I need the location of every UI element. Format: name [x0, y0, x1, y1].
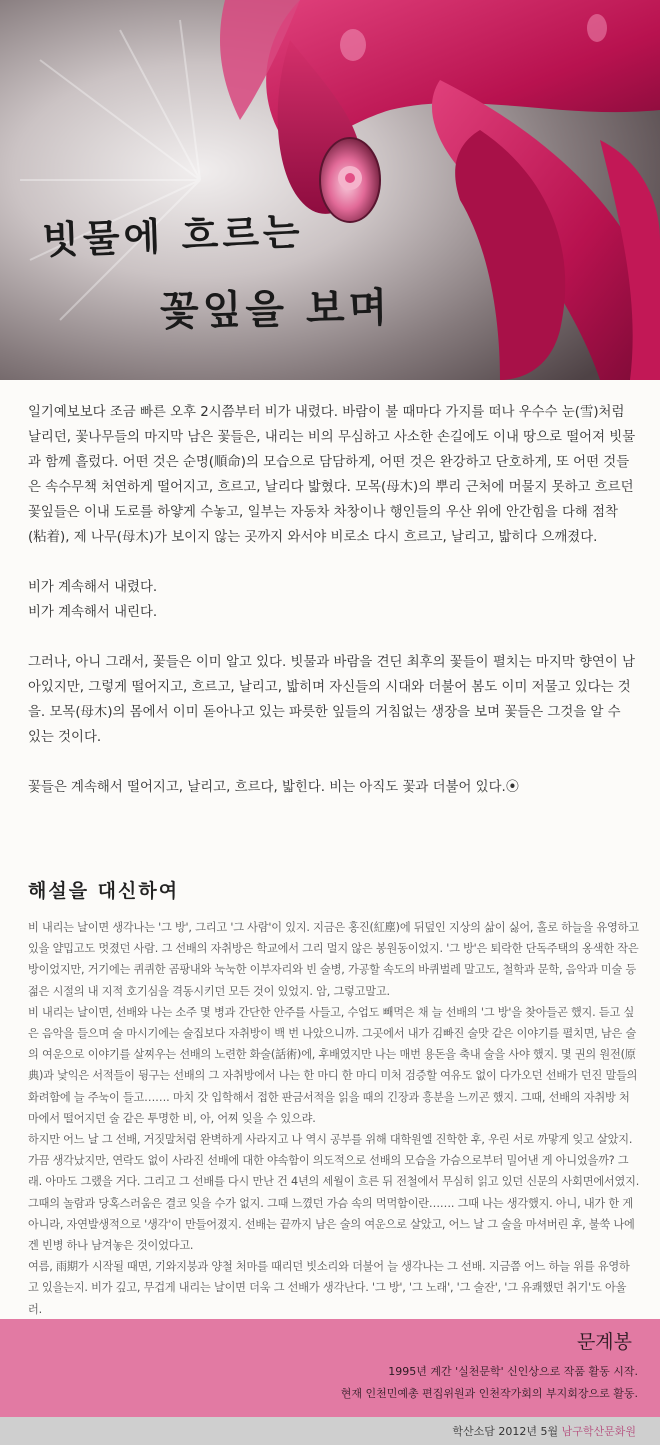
poem-paragraph-2: 비가 계속해서 내렸다. 비가 계속해서 내린다.: [28, 580, 158, 620]
author-name: 문계봉: [576, 1331, 632, 1353]
commentary-paragraph-4: 여름, 雨期가 시작될 때면, 기와지붕과 양철 처마를 때리던 빗소리와 더불어 늘 생각나는 그 선배. 지금쯤 어느 하늘 위를 유영하고 있을는지. 비가 깊고, 무겁게 내리는 날이면 더욱 그 선배가 생각난다. '그 방', '그 노래', '그 술잔', '그 유쾌했던 취기'도 아울러.: [28, 1260, 630, 1316]
commentary-paragraph-3: 하지만 어느 날 그 선배, 거짓말처럼 완벽하게 사라지고 나 역시 공부를 위해 대학원엘 진학한 후, 우린 서로 까맣게 잊고 살았지. 가끔 생각났지만, 연락도 없이 사라진 선배에 대한 야속함이 의도적으로 선배의 모습을 가슴으로부터 밀어낸 게 아니었을까? 그래. 아마도 그랬을 거다. 그리고 그 선배를 다시 만난 건 4년의 세월이 흐른 뒤 전철에서 무심히 읽고 있던 신문의 사회면에서였지. 그때의 놀람과 당혹스러움은 결코 잊을 수가 없지. 그때 느꼈던 가슴 속의 먹먹함이란……. 그때 나는 생각했지. 아니, 내가 한 게 아니라, 자연발생적으로 '생각'이 만들어졌지. 선배는 끝까지 남은 술의 여운으로 살았고, 어느 날 그 술을 마셔버린 후, 불쑥 나에겐 빈병 하나 남겨놓은 것이었다고.: [28, 1133, 640, 1253]
poem-body: [28, 400, 636, 825]
commentary-paragraph-2: 비 내리는 날이면, 선배와 나는 소주 몇 병과 간단한 안주를 사들고, 수업도 빼먹은 채 늘 선배의 '그 방'을 찾아들곤 했지. 듣고 싶은 음악을 들으며 술 마시기에는 술집보다 자취방이 백 번 나았으니까. 그곳에서 내가 김빠진 술맛 같은 이야기를 펼치면, 남은 술의 여운으로 이야기를 살찌우는 선배의 노련한 화술(話術)에, 후배였지만 나는 매번 용돈을 축내 술을 사야 했지. 몇 권의 원전(原典)과 낯익은 서적들이 뒹구는 선배의 그 자취방에서 나는 한 마디 한 마디 미처 검증할 여유도 없이 다가오던 선배가 던진 말들의 화려함에 늘 주눅이 들고……. 마치 갓 입학해서 접한 판금서적을 읽을 때의 긴장과 흥분을 느끼곤 했지. 그때, 선배의 자취방 처마에서 떨어지던 술 같은 투명한 비, 아, 어찌 잊을 수 있으랴.: [28, 1005, 638, 1125]
footer: [0, 1417, 660, 1445]
poem-paragraph-3: 그러나, 아니 그래서, 꽃들은 이미 알고 있다. 빗물과 바람을 견딘 최후의 꽃들이 펼치는 마지막 향연이 남아있지만, 그렇게 떨어지고, 흐르고, 날리고, 밟히며 자신들의 시대와 더불어 봄도 이미 저물고 있다는 것을. 모목(母木)의 몸에서 이미 돋아나고 있는 파릇한 잎들의 거침없는 생장을 보며 꽃들은 그것을 알 수 있는 것이다.: [28, 655, 635, 745]
hero-image: [0, 0, 660, 380]
commentary-paragraph-1: 비 내리는 날이면 생각나는 '그 방', 그리고 '그 사람'이 있지. 지금은 홍진(紅塵)에 뒤덮인 지상의 삶이 싫어, 홀로 하늘을 유영하고 있을 얄밉고도 멋졌던 사람. 그 선배의 자취방은 학교에서 그리 멀지 않은 봉원동이었지. '그 방'은 퇴락한 단독주택의 옹색한 작은 방이었지만, 거기에는 퀴퀴한 곰팡내와 눅눅한 이부자리와 빈 술병, 가공할 속도의 바퀴벌레 말고도, 철학과 문학, 음악과 미술 등 젊은 시절의 내 지적 호기심을 격동시키던 모든 것이 있었지. 암, 그렇고말고.: [28, 921, 639, 998]
author-bio-line-1: 1995년 계간 '실천문학' 신인상으로 작품 활동 시작.: [388, 1365, 638, 1378]
commentary-body: [28, 917, 640, 1320]
poem-paragraph-4: 꽃들은 계속해서 떨어지고, 날리고, 흐르다, 밟힌다. 비는 아직도 꽃과 더불어 있다.⦿: [28, 780, 520, 795]
title-line-1: 빗물에 흐르는: [41, 208, 305, 263]
footer-credit: [452, 1423, 636, 1439]
author-bio-line-2: 현재 인천민예총 편집위원과 인천작가회의 부지회장으로 활동.: [340, 1387, 638, 1400]
footer-org: 남구학산문화원: [561, 1425, 636, 1438]
footer-issue: 학산소담 2012년 5월: [452, 1425, 559, 1438]
title-line-2: 꽃잎을 보며: [159, 283, 392, 336]
poem-paragraph-1: 일기예보보다 조금 빠른 오후 2시쯤부터 비가 내렸다. 바람이 불 때마다 가지를 떠나 우수수 눈(雪)처럼 날리던, 꽃나무들의 마지막 남은 꽃들은, 내리는 비의 무심하고 사소한 손길에도 이내 땅으로 떨어져 빗물과 함께 흘렀다. 어떤 것은 순명(順命)의 모습으로 담담하게, 어떤 것은 완강하고 단호하게, 또 어떤 것들은 속수무책 처연하게 떨어지고, 흐르고, 날리다 밟혔다. 모목(母木)의 뿌리 근처에 머물지 못하고 흐르던 꽃잎들은 이내 도로를 하얗게 수놓고, 일부는 자동차 차창이나 행인들의 우산 위에 안간힘을 다해 점착(粘着), 제 나무(母木)가 보이지 않는 곳까지 와서야 비로소 다시 흐르고, 날리고, 밟히다 으깨졌다.: [28, 405, 636, 545]
commentary-heading: 해설을 대신하여: [28, 880, 180, 902]
author-box: [0, 1319, 660, 1417]
